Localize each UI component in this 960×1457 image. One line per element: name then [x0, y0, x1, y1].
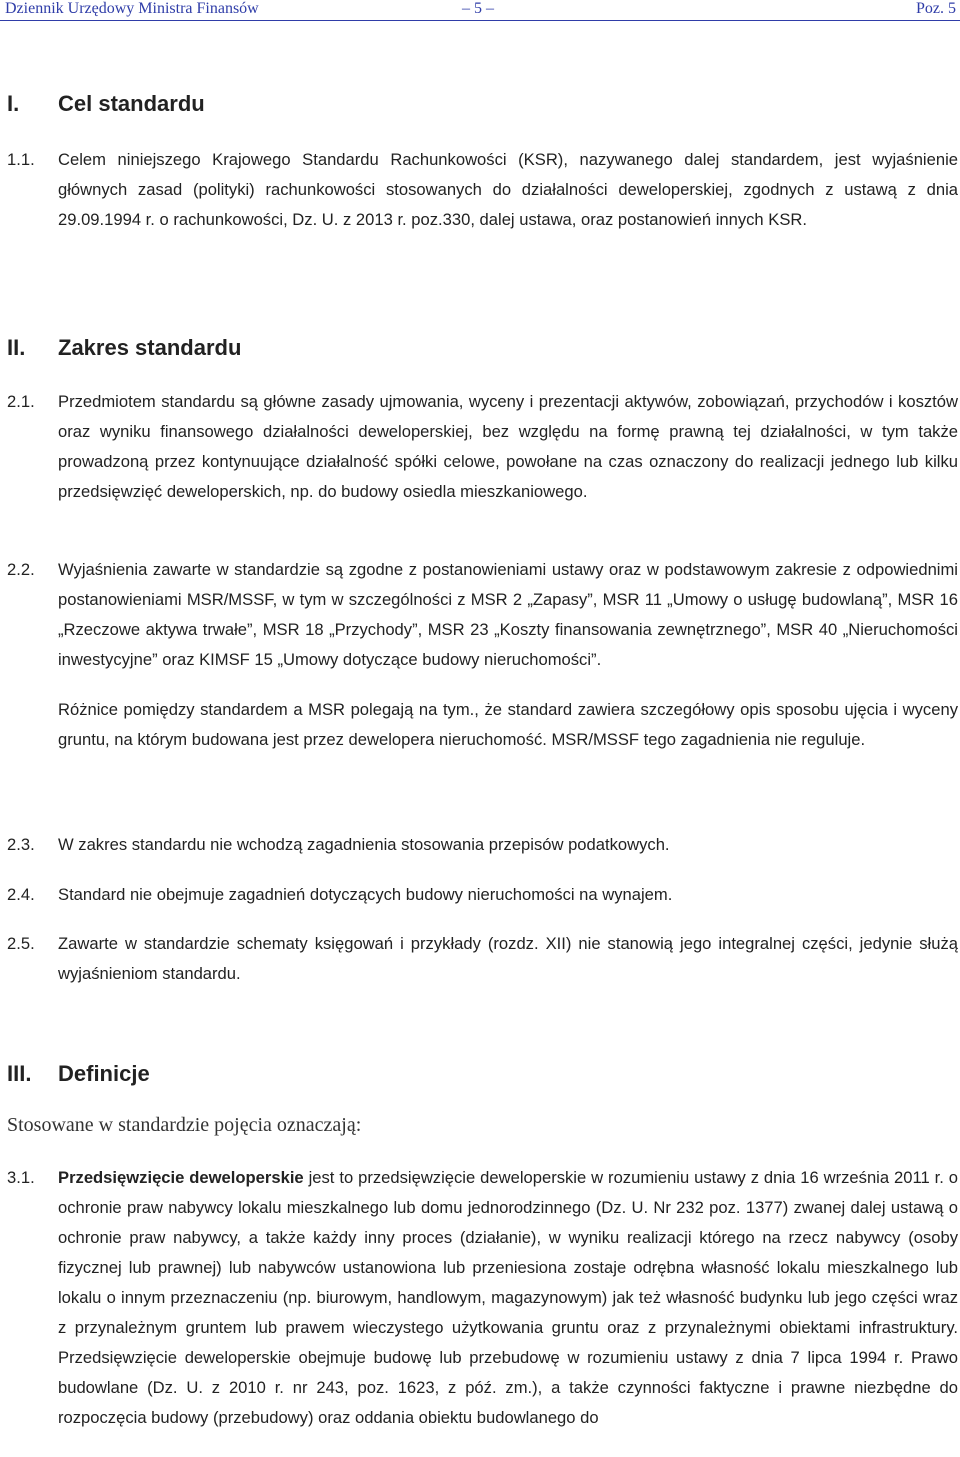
paragraph-text: Celem niniejszego Krajowego Standardu Rachunkowości (KSR), nazywanego dalej standardem, jest wyjaśnienie głównych zasad (polityki) rachunkowości stosowanych do działalności deweloperskiej, zgodnych z ustawą z dnia 29.09.1994 r. o rachunkowości, Dz. U. z 2013 r. poz.330, dalej ustawa, oraz postanowień innych KSR.: [58, 150, 958, 229]
paragraph-2-5: [7, 929, 958, 989]
section-number: III.: [7, 1061, 32, 1086]
section-number: I.: [7, 91, 20, 116]
header-rule: [0, 20, 960, 21]
journal-title: Dziennik Urzędowy Ministra Finansów: [5, 0, 259, 17]
paragraph-2-4: [7, 880, 958, 910]
paragraph-2-2-continued: [7, 695, 958, 755]
paragraph-text: W zakres standardu nie wchodzą zagadnienia stosowania przepisów podatkowych.: [58, 835, 670, 854]
section-title: Cel standardu: [58, 91, 205, 116]
section-number: II.: [7, 335, 26, 360]
paragraph-number: 2.5.: [7, 934, 35, 953]
defined-term: Przedsięwzięcie deweloperskie: [58, 1168, 304, 1187]
paragraph-text: Standard nie obejmuje zagadnień dotyczących budowy nieruchomości na wynajem.: [58, 885, 673, 904]
paragraph-2-2: [7, 555, 958, 675]
section-title: Definicje: [58, 1061, 150, 1086]
paragraph-text: [58, 1163, 958, 1433]
paragraph-text: Zawarte w standardzie schematy księgowań i przykłady (rozdz. XII) nie stanowią jego integralnej części, jedynie służą wyjaśnieniom standardu.: [58, 934, 958, 983]
paragraph-3-1: [7, 1163, 958, 1433]
position-number: Poz. 5: [916, 0, 956, 17]
paragraph-text: Przedmiotem standardu są główne zasady ujmowania, wyceny i prezentacji aktywów, zobowiązań, przychodów i kosztów oraz wyniku finansowego działalności deweloperskiej, bez względu na formę prawną tej działalności, w tym także prowadzoną przez kontynuujące działalność spółki celowe, powołane na czas oznaczony do realizacji jednego lub kilku przedsięwzięć deweloperskich, np. do budowy osiedla mieszkaniowego.: [58, 392, 958, 501]
paragraph-2-1: [7, 387, 958, 507]
paragraph-number: 3.1.: [7, 1168, 35, 1187]
paragraph-text: Różnice pomiędzy standardem a MSR polegają na tym., że standard zawiera szczegółowy opis sposobu ujęcia i wyceny gruntu, na którym budowana jest przez dewelopera nieruchomość. MSR/MSSF tego zagadnienia nie reguluje.: [58, 700, 958, 749]
definitions-intro: Stosowane w standardzie pojęcia oznaczają:: [7, 1114, 362, 1136]
paragraph-number: 2.4.: [7, 885, 35, 904]
paragraph-number: 2.3.: [7, 835, 35, 854]
page-number: – 5 –: [462, 0, 494, 17]
page-header: [0, 0, 960, 20]
paragraph-number: 1.1.: [7, 150, 35, 169]
paragraph-number: 2.1.: [7, 392, 35, 411]
paragraph-2-3: [7, 830, 958, 860]
paragraph-number: 2.2.: [7, 560, 35, 579]
paragraph-1-1: [7, 145, 958, 235]
section-title: Zakres standardu: [58, 335, 242, 360]
paragraph-text: Wyjaśnienia zawarte w standardzie są zgodne z postanowieniami ustawy oraz w podstawowym zakresie z odpowiednimi postanowieniami MSR/MSSF, w tym w szczególności z MSR 2 „Zapasy”, MSR 11 „Umowy o usługę budowlaną”, MSR 16 „Rzeczowe aktywa trwałe”, MSR 18 „Przychody”, MSR 23 „Koszty finansowania zewnętrznego”, MSR 40 „Nieruchomości inwestycyjne” oraz KIMSF 15 „Umowy dotyczące budowy nieruchomości”.: [58, 560, 958, 669]
definition-text: jest to przedsięwzięcie deweloperskie w rozumieniu ustawy z dnia 16 września 2011 r. o ochronie praw nabywcy lokalu mieszkalnego lub domu jednorodzinnego (Dz. U. Nr 232 poz. 1377) zwanej dalej ustawą o ochronie praw nabywcy, a także każdy inny proces (działanie), w wyniku realizacji którego na rzecz nabywcy (osoby fizycznej lub prawnej) lub nabywców ustanowiona lub przeniesiona zostaje odrębna własność lokalu mieszkalnego lub lokalu o innym przeznaczeniu (np. biurowym, handlowym, magazynowym) jak też własność budynku lub jego części wraz z przynależnym gruntem lub prawem wieczystego użytkowania gruntu oraz z przynależnymi obiektami infrastruktury. Przedsięwzięcie deweloperskie obejmuje budowę lub przebudowę w rozumieniu ustawy z dnia 7 lipca 1994 r. Prawo budowlane (Dz. U. z 2010 r. nr 243, poz. 1623, z póź. zm.), a także czynności faktyczne i prawne niezbędne do rozpoczęcia budowy (przebudowy) oraz oddania obiektu budowlanego do: [58, 1168, 958, 1427]
